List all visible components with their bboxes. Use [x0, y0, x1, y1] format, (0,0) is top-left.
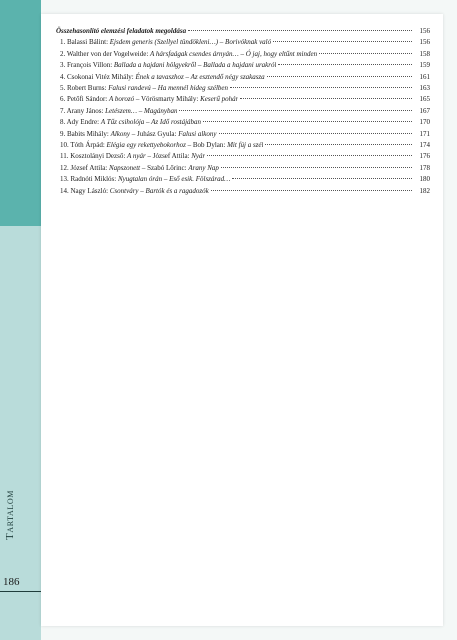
toc-leader-dots [278, 64, 412, 65]
toc-entry-number: 3. [60, 61, 66, 70]
toc-entry-author: Petőfi Sándor: [67, 95, 108, 104]
toc-entry[interactable] [56, 151, 430, 162]
toc-entry-number: 10. [60, 141, 69, 150]
toc-heading-page: 156 [419, 27, 430, 35]
toc-entry-page: 176 [419, 152, 430, 161]
toc-entry-page: 163 [419, 84, 430, 93]
toc-entry[interactable] [56, 60, 430, 71]
toc-entry-page: 158 [419, 49, 430, 58]
toc-entry-text [56, 83, 228, 94]
toc-entry-text [56, 60, 276, 71]
toc-entry-text [56, 72, 265, 83]
toc-entry-author: Walther von der Vogelweide: [66, 49, 149, 58]
toc-entry-page: 165 [419, 95, 430, 104]
toc-leader-dots [207, 155, 412, 156]
page-sheet [41, 14, 443, 626]
toc-leader-dots [179, 110, 412, 111]
sidebar-accent-top [0, 0, 41, 226]
toc-entry-page: 182 [419, 186, 430, 195]
toc-entry[interactable] [56, 94, 430, 105]
toc-entry-text [56, 37, 271, 48]
toc-entry-author: Ady Endre: [66, 118, 100, 127]
toc-entry-work-second: Falusi alkony [178, 129, 217, 138]
toc-entry-text [56, 117, 201, 128]
toc-entry-author: József Attila: [70, 163, 108, 172]
toc-entry-page: 174 [419, 141, 430, 150]
toc-entry-number: 2. [60, 49, 66, 58]
toc-leader-dots [211, 190, 412, 191]
toc-leader-dots [219, 133, 412, 134]
toc-entry-page: 159 [419, 61, 430, 70]
toc-entry-page: 171 [419, 129, 430, 138]
toc-leader-dots [188, 30, 412, 31]
table-of-contents [56, 26, 430, 197]
toc-entry-number: 5. [60, 84, 66, 93]
page-number-rule [0, 591, 41, 592]
toc-entry-page: 167 [419, 106, 430, 115]
toc-entry-work: Csontváry – Bartók és a ragadozók [109, 186, 209, 195]
toc-entry-author-second: – Szabó Lőrinc: [141, 163, 187, 172]
toc-entry-work: Napszonett [109, 163, 141, 172]
toc-entry-author: Tóth Árpád: [70, 141, 105, 150]
toc-entry-author-second: – Vörösmarty Mihály: [135, 95, 199, 104]
toc-entry-number: 4. [60, 72, 66, 81]
toc-entry-work: A Tűz csiholója – Az Idő rostájában [100, 118, 202, 127]
toc-leader-dots [273, 41, 412, 42]
toc-heading-title: Összehasonlító elemzési feladatok megoldása [56, 27, 187, 35]
toc-entry[interactable] [56, 129, 430, 140]
toc-entry[interactable] [56, 83, 430, 94]
toc-entry-page: 161 [419, 72, 430, 81]
toc-leader-dots [230, 87, 412, 88]
toc-leader-dots [232, 178, 412, 179]
toc-entry-text [56, 129, 217, 140]
toc-entry-work: Alkony [110, 129, 130, 138]
toc-entry-author: Babits Mihály: [67, 129, 109, 138]
toc-entry-work: A hársfaágak csendes árnyán… – Ó jaj, hogy eltűnt minden [150, 49, 318, 58]
toc-entry-author: François Villon: [67, 61, 113, 70]
side-section-label: Tartalom [4, 490, 16, 540]
toc-leader-dots [319, 53, 412, 54]
toc-entry[interactable] [56, 106, 430, 117]
toc-leader-dots [221, 167, 412, 168]
toc-entry-text [56, 151, 205, 162]
toc-entry-work-second: Nyár [191, 152, 206, 161]
toc-entry-text [56, 106, 177, 117]
toc-entry-work: A borozó [109, 95, 135, 104]
toc-leader-dots [240, 98, 412, 99]
toc-entry-author-second: – Bob Dylan: [187, 141, 226, 150]
toc-leader-dots [203, 121, 412, 122]
toc-entry-work: Ének a tavaszhoz – Az esztendő négy szakasza [135, 72, 265, 81]
toc-entry-work: Ballada a hajdani hölgyekről – Ballada a hajdani urakról [113, 61, 277, 70]
toc-entry-number: 6. [60, 95, 66, 104]
toc-entry-text [56, 140, 263, 151]
toc-entry-work: A nyár [127, 152, 146, 161]
toc-entry-author: Radnóti Miklós: [70, 175, 117, 184]
toc-entry-author-second: – Juhász Gyula: [131, 129, 177, 138]
toc-entry-page: 178 [419, 163, 430, 172]
toc-entry-number: 9. [60, 129, 66, 138]
toc-entry-text [56, 186, 209, 197]
toc-entry-number: 1. [60, 38, 66, 47]
toc-heading-row[interactable] [56, 26, 430, 37]
toc-entry-text [56, 174, 230, 185]
toc-entry-author: Arany János: [66, 106, 104, 115]
toc-entries [56, 37, 430, 197]
toc-entry-page: 180 [419, 175, 430, 184]
toc-entry[interactable] [56, 72, 430, 83]
toc-entry-number: 11. [60, 152, 69, 161]
toc-entry[interactable] [56, 37, 430, 48]
toc-entry-author: Kosztolányi Dezső: [70, 152, 126, 161]
toc-entry-text [56, 49, 317, 60]
toc-entry-text [56, 163, 219, 174]
toc-entry-number: 7. [60, 106, 66, 115]
toc-entry-author: Balassi Bálint: [67, 38, 109, 47]
toc-entry-work: Nyugtalan órán – Eső esik. Fölszárad… [117, 175, 231, 184]
toc-entry-page: 156 [419, 38, 430, 47]
toc-leader-dots [267, 76, 412, 77]
toc-entry-text [56, 94, 238, 105]
toc-entry-number: 8. [60, 118, 66, 127]
toc-entry[interactable] [56, 49, 430, 60]
toc-leader-dots [265, 144, 412, 145]
toc-entry-work-second: Keserű pohár [200, 95, 239, 104]
toc-entry-number: 13. [60, 175, 69, 184]
toc-entry-number: 12. [60, 163, 69, 172]
toc-entry-number: 14. [60, 186, 69, 195]
toc-entry-page: 170 [419, 118, 430, 127]
toc-entry-work-second: Mit fúj a szél [227, 141, 264, 150]
toc-entry[interactable] [56, 163, 430, 174]
toc-entry-work: Letészem… – Magányban [105, 106, 178, 115]
toc-entry-author: Robert Burns: [67, 84, 107, 93]
toc-entry[interactable] [56, 140, 430, 151]
toc-entry-work: Falusi randevú – Ha mennél hideg szélben [108, 84, 228, 93]
toc-entry[interactable] [56, 186, 430, 197]
toc-entry[interactable] [56, 117, 430, 128]
toc-entry-work: Ejsdem generis (Szellyel tündökleni…) – Borivóknak való [109, 38, 272, 47]
toc-entry-work-second: Arany Nap [188, 163, 219, 172]
toc-entry-author-second: – József Attila: [147, 152, 190, 161]
page-number: 186 [3, 576, 20, 588]
toc-entry[interactable] [56, 174, 430, 185]
toc-entry-author: Csokonai Vitéz Mihály: [67, 72, 134, 81]
toc-entry-author: Nagy László: [70, 186, 109, 195]
toc-entry-work: Elégia egy rekettyebokorhoz [106, 141, 186, 150]
